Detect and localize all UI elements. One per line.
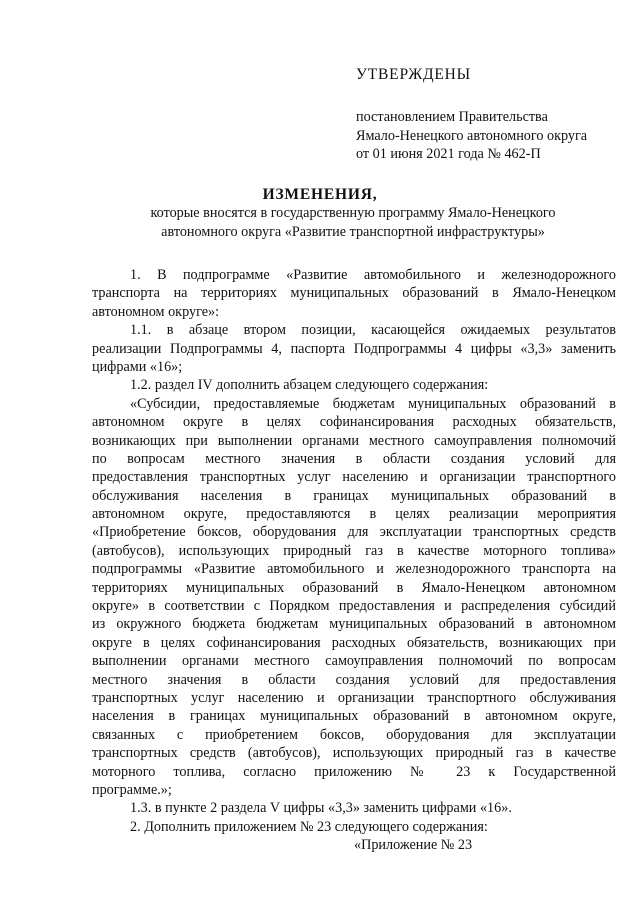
body-line: по вопросам местного значения в области создания условий для [92, 450, 616, 467]
body-line: 1. В подпрограмме «Развитие автомобильного и железнодорожного [130, 267, 616, 283]
document-subtitle [118, 204, 588, 241]
body-line: цифрами «16»; [92, 358, 183, 375]
body-line: из окружного бюджета бюджетам муниципальных образований в автономном [92, 616, 616, 633]
approval-block [356, 66, 626, 164]
body-line: «Приобретение боксов, оборудования для эксплуатации транспортных средств [92, 524, 616, 541]
approval-title: УТВЕРЖДЕНЫ [356, 66, 471, 83]
body-line: 1.2. раздел IV дополнить абзацем следующего содержания: [130, 377, 489, 394]
body-line: транспорта на территориях муниципальных образований в Ямало-Ненецком [92, 285, 616, 302]
approval-line-1: постановлением Правительства [356, 109, 548, 125]
body-line: местного значения в области создания условий для предоставления [92, 671, 616, 688]
subtitle-line-2: автономного округа «Развитие транспортной инфраструктуры» [161, 223, 545, 240]
body-line: автономном округе, предоставляются в целях реализации мероприятия [92, 506, 616, 523]
body-line: населения в границах муниципальных образований в автономном округе, [92, 708, 616, 725]
closing-line: «Приложение № 23 [354, 837, 473, 854]
approval-line-2: Ямало-Ненецкого автономного округа [356, 127, 588, 144]
body-line: реализации Подпрограммы 4, паспорта Подпрограммы 4 цифры «3,3» заменить [92, 340, 616, 357]
body-line: транспортных средств (автобусов), использующих природный газ в качестве [92, 745, 616, 762]
body-line: автономном округе в целях софинансирования расходных обязательств, [92, 414, 616, 431]
approval-line-3: от 01 июня 2021 года № 462-П [356, 146, 541, 162]
document-title: ИЗМЕНЕНИЯ, [262, 186, 378, 203]
body-line: 2. Дополнить приложением № 23 следующего содержания: [130, 818, 488, 835]
body-line: округе в целях софинансирования расходных обязательств, возникающих при [92, 634, 616, 651]
subtitle-line-1: которые вносятся в государственную программу Ямало-Ненецкого [150, 205, 556, 221]
body-line: территориях муниципальных образований в Ямало-Ненецком автономном [92, 579, 616, 596]
body-line: моторного топлива, согласно приложению № 23 к Государственной [92, 763, 616, 780]
body-line: обслуживания населения в границах муниципальных образований в [92, 487, 616, 504]
body-line: округе» в соответствии с Порядком предоставления и распределения субсидий [92, 598, 616, 615]
document-body [92, 266, 616, 855]
body-line: возникающих при выполнении органами местного самоуправления полномочий [92, 432, 616, 449]
body-line: выполнении органами местного самоуправления полномочий по вопросам [92, 653, 616, 670]
body-line: транспортных услуг населению и организации транспортного обслуживания [92, 689, 616, 706]
body-line: «Субсидии, предоставляемые бюджетам муниципальных образований в [130, 395, 616, 412]
body-line: программе.»; [92, 781, 172, 798]
body-line: подпрограммы «Развитие автомобильного и железнодорожного транспорта на [92, 561, 616, 578]
body-line: связанных с приобретением боксов, оборудования для эксплуатации [92, 726, 616, 743]
body-line: предоставления транспортных услуг населению и организации транспортного [92, 469, 616, 486]
body-line: 1.1. в абзаце втором позиции, касающейся ожидаемых результатов [130, 322, 616, 339]
approval-details [356, 108, 626, 164]
body-line: 1.3. в пункте 2 раздела V цифры «3,3» заменить цифрами «16». [130, 800, 512, 817]
body-line: (автобусов), использующих природный газ в качестве моторного топлива» [92, 542, 616, 559]
body-line: автономном округе»: [92, 303, 220, 320]
